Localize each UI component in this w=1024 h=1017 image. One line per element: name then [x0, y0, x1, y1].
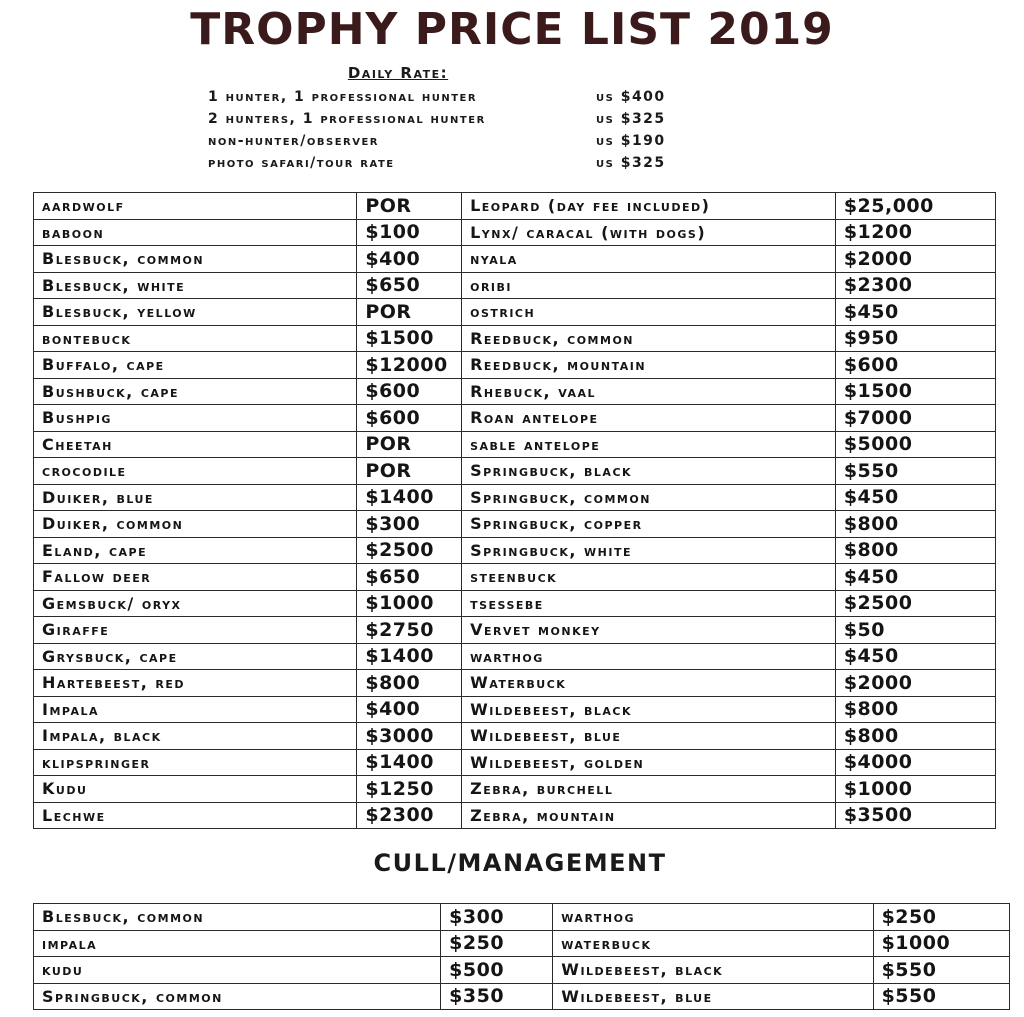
species-name: ostrich: [462, 299, 836, 326]
table-row: [34, 802, 996, 829]
species-price: $50: [835, 617, 995, 644]
species-price: $3500: [835, 802, 995, 829]
table-row: [34, 643, 996, 670]
species-price: $550: [835, 458, 995, 485]
species-price: $1000: [357, 590, 462, 617]
species-name: Impala, black: [34, 723, 357, 750]
species-name: Roan antelope: [462, 405, 836, 432]
species-price: $600: [835, 352, 995, 379]
species-price: $800: [357, 670, 462, 697]
species-price: $400: [357, 246, 462, 273]
species-name: Reedbuck, common: [462, 325, 836, 352]
species-name: Blesbuck, common: [34, 246, 357, 273]
rate-row: [208, 86, 768, 108]
species-price: $800: [835, 511, 995, 538]
species-name: sable antelope: [462, 431, 836, 458]
species-name: Grysbuck, cape: [34, 643, 357, 670]
species-name: Waterbuck: [462, 670, 836, 697]
species-price: $450: [835, 643, 995, 670]
species-price: $2500: [835, 590, 995, 617]
species-name: Hartebeest, red: [34, 670, 357, 697]
species-name: Bushbuck, cape: [34, 378, 357, 405]
species-price: $1500: [835, 378, 995, 405]
species-price: $25,000: [835, 193, 995, 220]
species-name: Wildebeest, black: [553, 957, 873, 984]
species-price: $1250: [357, 776, 462, 803]
table-row: [34, 564, 996, 591]
species-name: Duiker, blue: [34, 484, 357, 511]
table-row: [34, 957, 1010, 984]
species-name: nyala: [462, 246, 836, 273]
species-price: POR: [357, 458, 462, 485]
species-price: $800: [835, 696, 995, 723]
species-name: Wildebeest, blue: [462, 723, 836, 750]
species-price: $2750: [357, 617, 462, 644]
species-price: $1400: [357, 643, 462, 670]
species-price: $1400: [357, 484, 462, 511]
species-name: Reedbuck, mountain: [462, 352, 836, 379]
species-price: $650: [357, 272, 462, 299]
species-price: $950: [835, 325, 995, 352]
species-price: POR: [357, 299, 462, 326]
species-name: Springbuck, copper: [462, 511, 836, 538]
species-name: Springbuck, common: [462, 484, 836, 511]
species-price: POR: [357, 431, 462, 458]
species-price: $300: [441, 904, 553, 931]
species-name: Rhebuck, vaal: [462, 378, 836, 405]
rate-row: [208, 152, 768, 174]
species-name: Lynx/ caracal (with dogs): [462, 219, 836, 246]
rate-row: [208, 130, 768, 152]
species-name: Springbuck, white: [462, 537, 836, 564]
table-row: [34, 930, 1010, 957]
table-row: [34, 749, 996, 776]
species-price: $600: [357, 378, 462, 405]
species-price: $500: [441, 957, 553, 984]
species-name: Buffalo, cape: [34, 352, 357, 379]
species-price: $100: [357, 219, 462, 246]
species-price: $1000: [835, 776, 995, 803]
rate-label: 2 hunters, 1 professional hunter: [208, 111, 486, 127]
table-row: [34, 272, 996, 299]
rate-value: us $190: [596, 133, 666, 149]
rate-value: us $325: [596, 155, 666, 171]
rate-label: non-hunter/observer: [208, 133, 380, 149]
species-name: Zebra, mountain: [462, 802, 836, 829]
species-name: tsessebe: [462, 590, 836, 617]
cull-management-heading: CULL/MANAGEMENT: [373, 849, 667, 877]
trophy-price-table: [33, 192, 996, 829]
species-price: $550: [873, 957, 1009, 984]
table-row: [34, 776, 996, 803]
table-row: [34, 904, 1010, 931]
species-name: Zebra, burchell: [462, 776, 836, 803]
table-row: [34, 537, 996, 564]
species-name: Wildebeest, black: [462, 696, 836, 723]
species-name: Wildebeest, blue: [553, 983, 873, 1010]
species-name: Blesbuck, common: [34, 904, 441, 931]
page-title: TROPHY PRICE LIST 2019: [190, 4, 834, 55]
species-price: $800: [835, 723, 995, 750]
species-price: POR: [357, 193, 462, 220]
species-name: Springbuck, common: [34, 983, 441, 1010]
species-price: $450: [835, 299, 995, 326]
species-price: $7000: [835, 405, 995, 432]
species-price: $550: [873, 983, 1009, 1010]
cull-price-table: [33, 903, 1010, 1010]
rate-label: photo safari/tour rate: [208, 155, 395, 171]
species-price: $2000: [835, 246, 995, 273]
table-row: [34, 246, 996, 273]
species-price: $2300: [357, 802, 462, 829]
table-row: [34, 352, 996, 379]
species-price: $250: [873, 904, 1009, 931]
species-name: bontebuck: [34, 325, 357, 352]
table-row: [34, 511, 996, 538]
species-name: Eland, cape: [34, 537, 357, 564]
species-name: Cheetah: [34, 431, 357, 458]
species-price: $600: [357, 405, 462, 432]
species-price: $450: [835, 564, 995, 591]
species-price: $350: [441, 983, 553, 1010]
species-price: $450: [835, 484, 995, 511]
table-row: [34, 723, 996, 750]
species-name: Giraffe: [34, 617, 357, 644]
table-row: [34, 983, 1010, 1010]
table-row: [34, 458, 996, 485]
table-row: [34, 325, 996, 352]
species-name: Lechwe: [34, 802, 357, 829]
table-row: [34, 670, 996, 697]
table-row: [34, 299, 996, 326]
table-row: [34, 696, 996, 723]
species-name: impala: [34, 930, 441, 957]
species-name: Blesbuck, yellow: [34, 299, 357, 326]
species-price: $2500: [357, 537, 462, 564]
daily-rate-heading: Daily Rate:: [347, 64, 449, 82]
species-name: crocodile: [34, 458, 357, 485]
species-price: $1400: [357, 749, 462, 776]
species-price: $1000: [873, 930, 1009, 957]
species-price: $12000: [357, 352, 462, 379]
species-price: $1200: [835, 219, 995, 246]
species-price: $2300: [835, 272, 995, 299]
table-row: [34, 617, 996, 644]
table-row: [34, 484, 996, 511]
species-name: warthog: [462, 643, 836, 670]
daily-rate-section: [208, 64, 768, 174]
species-name: steenbuck: [462, 564, 836, 591]
species-price: $300: [357, 511, 462, 538]
species-price: $250: [441, 930, 553, 957]
species-name: Bushpig: [34, 405, 357, 432]
species-name: Gemsbuck/ oryx: [34, 590, 357, 617]
species-name: waterbuck: [553, 930, 873, 957]
species-price: $5000: [835, 431, 995, 458]
table-row: [34, 590, 996, 617]
species-name: klipspringer: [34, 749, 357, 776]
species-price: $800: [835, 537, 995, 564]
species-name: Blesbuck, white: [34, 272, 357, 299]
species-name: oribi: [462, 272, 836, 299]
table-row: [34, 431, 996, 458]
species-name: Fallow deer: [34, 564, 357, 591]
table-row: [34, 378, 996, 405]
rate-row: [208, 108, 768, 130]
table-row: [34, 219, 996, 246]
species-name: kudu: [34, 957, 441, 984]
species-name: warthog: [553, 904, 873, 931]
species-name: Duiker, common: [34, 511, 357, 538]
species-name: Vervet monkey: [462, 617, 836, 644]
rate-label: 1 hunter, 1 professional hunter: [208, 89, 478, 105]
species-price: $1500: [357, 325, 462, 352]
species-name: Leopard (day fee included): [462, 193, 836, 220]
table-row: [34, 405, 996, 432]
species-name: Impala: [34, 696, 357, 723]
species-name: aardwolf: [34, 193, 357, 220]
species-price: $2000: [835, 670, 995, 697]
species-price: $4000: [835, 749, 995, 776]
species-name: baboon: [34, 219, 357, 246]
table-row: [34, 193, 996, 220]
species-price: $400: [357, 696, 462, 723]
rate-value: us $325: [596, 111, 666, 127]
species-name: Wildebeest, golden: [462, 749, 836, 776]
species-price: $3000: [357, 723, 462, 750]
species-name: Kudu: [34, 776, 357, 803]
rate-value: us $400: [596, 89, 666, 105]
species-price: $650: [357, 564, 462, 591]
species-name: Springbuck, black: [462, 458, 836, 485]
